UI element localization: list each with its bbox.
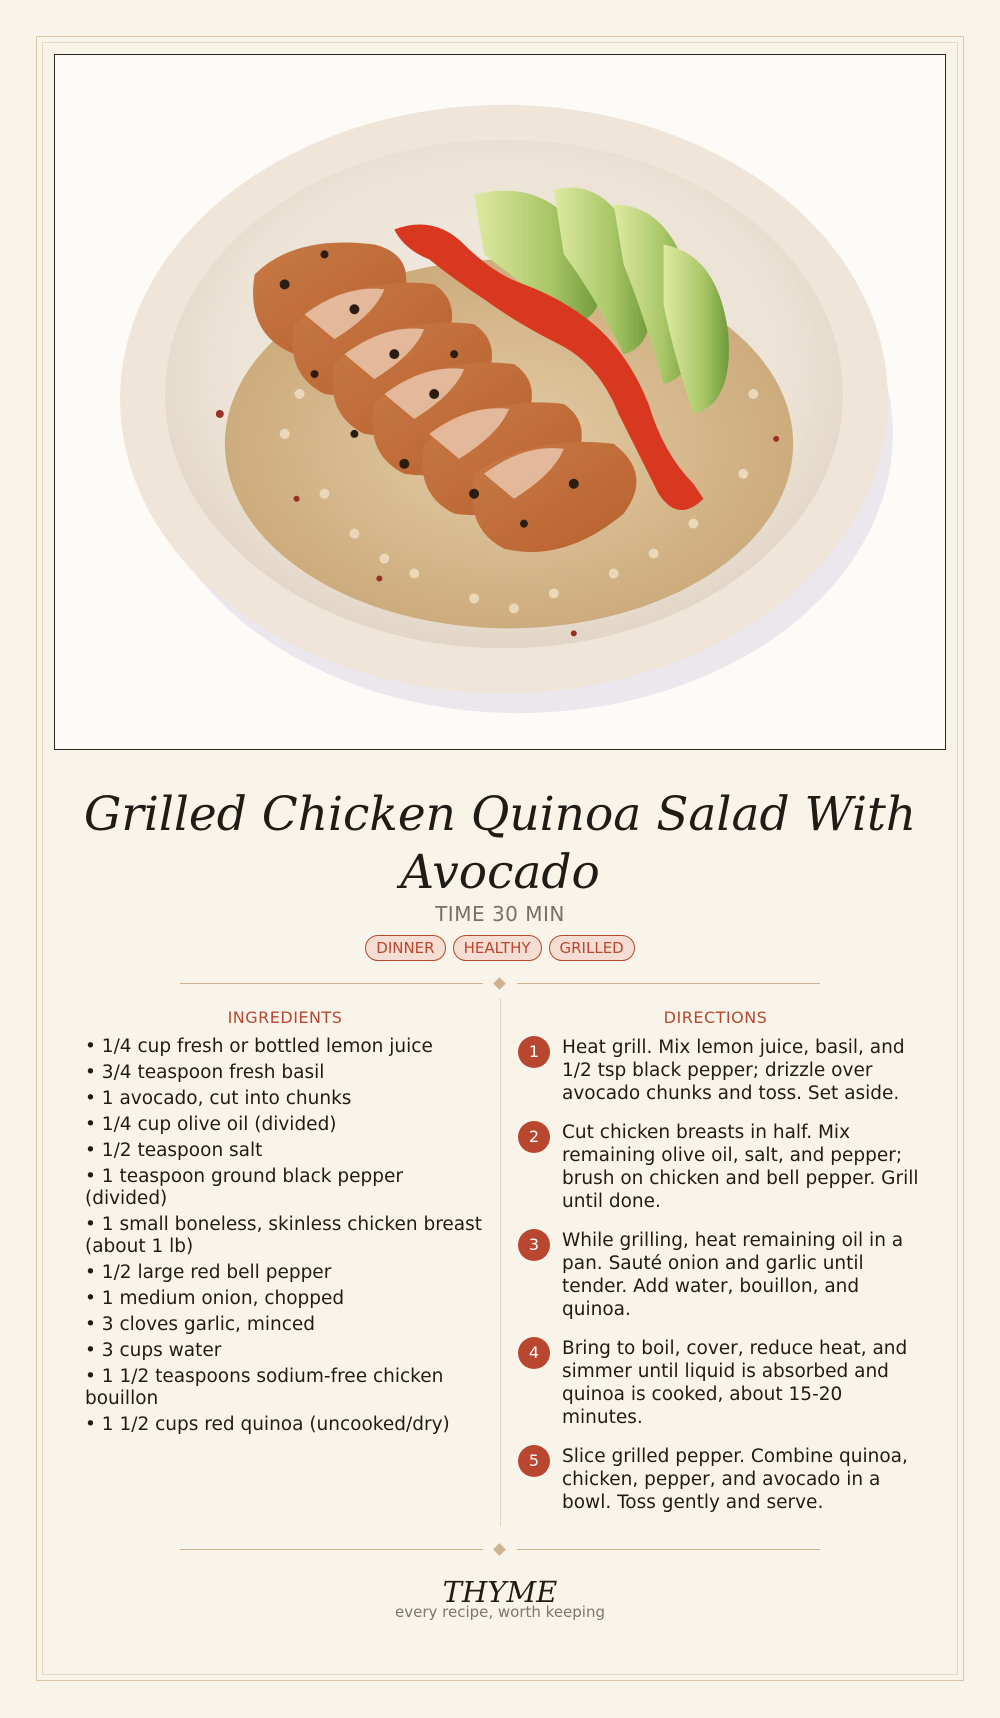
step-text: Heat grill. Mix lemon juice, basil, and 1/2 tsp black pepper; drizzle over avocado chunks and toss. Set aside. <box>562 1037 905 1104</box>
direction-step <box>518 1229 923 1321</box>
step-text: Bring to boil, cover, reduce heat, and simmer until liquid is absorbed and quinoa is cooked, about 15-20 minutes. <box>562 1338 908 1428</box>
ingredient-item: • 1/4 cup olive oil (divided) <box>85 1114 337 1135</box>
step-text: Cut chicken breasts in half. Mix remaining olive oil, salt, and pepper; brush on chicken and bell pepper. Grill until done. <box>562 1122 919 1212</box>
tag-healthy[interactable]: HEALTHY <box>453 935 542 961</box>
step-number: 2 <box>518 1121 550 1153</box>
divider-top <box>180 977 820 991</box>
ingredients-heading: INGREDIENTS <box>227 1008 343 1027</box>
recipe-title: Grilled Chicken Quinoa Salad With Avocado <box>83 787 917 900</box>
ingredient-item: • 1/2 teaspoon salt <box>85 1140 263 1161</box>
brand-logo: THYME <box>442 1575 558 1609</box>
tag-dinner[interactable]: DINNER <box>365 935 445 961</box>
ingredient-item: • 1 1/2 teaspoons sodium-free chicken bouillon <box>85 1366 444 1409</box>
step-number: 1 <box>518 1036 550 1068</box>
column-divider <box>500 998 501 1526</box>
direction-step <box>518 1337 923 1429</box>
direction-step <box>518 1036 923 1105</box>
diamond-ornament <box>493 1543 506 1556</box>
ingredient-item: • 1 1/2 cups red quinoa (uncooked/dry) <box>85 1414 450 1435</box>
brand-tagline: every recipe, worth keeping <box>394 1603 605 1621</box>
step-text: Slice grilled pepper. Combine quinoa, chicken, pepper, and avocado in a bowl. Toss gently and serve. <box>562 1446 908 1513</box>
step-number: 3 <box>518 1229 550 1261</box>
plate-illustration <box>55 55 945 749</box>
ingredient-item: • 1/4 cup fresh or bottled lemon juice <box>85 1036 433 1057</box>
ingredient-item: • 1 teaspoon ground black pepper (divided) <box>85 1166 403 1209</box>
ingredient-item: • 1 small boneless, skinless chicken breast (about 1 lb) <box>85 1214 483 1257</box>
cook-time: TIME 30 MIN <box>435 902 565 926</box>
diamond-ornament <box>493 977 506 990</box>
step-number: 5 <box>518 1445 550 1477</box>
step-number: 4 <box>518 1337 550 1369</box>
divider-bottom <box>180 1543 820 1557</box>
step-text: While grilling, heat remaining oil in a pan. Sauté onion and garlic until tender. Add water, bouillon, and quinoa. <box>562 1230 904 1320</box>
ingredient-item: • 3/4 teaspoon fresh basil <box>85 1062 325 1083</box>
directions-heading: DIRECTIONS <box>663 1008 768 1027</box>
recipe-photo <box>54 54 946 750</box>
tag-grilled[interactable]: GRILLED <box>549 935 635 961</box>
direction-step <box>518 1121 923 1213</box>
ingredient-item: • 1 avocado, cut into chunks <box>85 1088 352 1109</box>
ingredient-item: • 1 medium onion, chopped <box>85 1288 345 1309</box>
ingredients-list <box>85 1036 485 1440</box>
ingredient-item: • 1/2 large red bell pepper <box>85 1262 332 1283</box>
ingredient-item: • 3 cups water <box>85 1340 222 1361</box>
ingredient-item: • 3 cloves garlic, minced <box>85 1314 316 1335</box>
tag-list <box>0 935 1000 961</box>
direction-step <box>518 1445 923 1514</box>
directions-list <box>518 1036 923 1530</box>
